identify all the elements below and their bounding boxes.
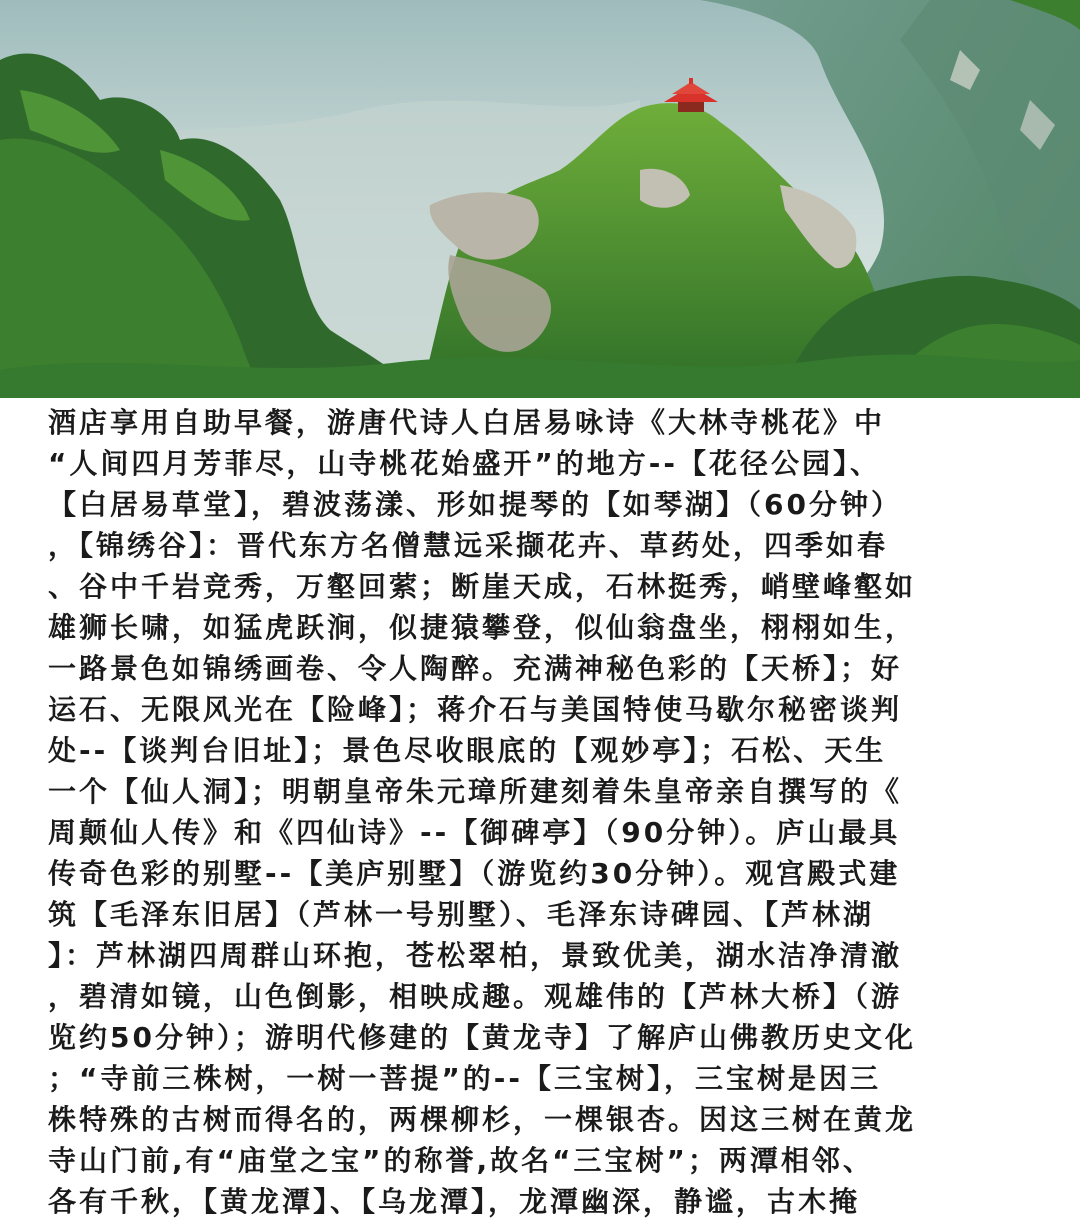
text-line: 传奇色彩的别墅--【美庐别墅】（游览约30分钟）。观宫殿式建	[48, 857, 901, 890]
mountain-photo	[0, 0, 1080, 398]
itinerary-paragraph	[48, 402, 1044, 1222]
text-line: ，碧清如镜，山色倒影，相映成趣。观雄伟的【芦林大桥】（游	[48, 980, 903, 1013]
text-line: “人间四月芳菲尽，山寺桃花始盛开”的地方--【花径公园】、	[48, 447, 882, 480]
text-line: 处--【谈判台旧址】；景色尽收眼底的【观妙亭】；石松、天生	[48, 734, 887, 767]
text-line: 酒店享用自助早餐，游唐代诗人白居易咏诗《大林寺桃花》中	[48, 406, 886, 439]
text-line: 各有千秋，【黄龙潭】、【乌龙潭】，龙潭幽深，静谧，古木掩	[48, 1185, 861, 1218]
mountain-photo-graphic	[0, 0, 1080, 398]
text-line: 】：芦林湖四周群山环抱，苍松翠柏，景致优美，湖水洁净清澈	[48, 939, 903, 972]
text-line: 览约50分钟）；游明代修建的【黄龙寺】了解庐山佛教历史文化	[48, 1021, 916, 1054]
text-line: 一路景色如锦绣画卷、令人陶醉。充满神秘色彩的【天桥】；好	[48, 652, 903, 685]
text-line: 一个【仙人洞】；明朝皇帝朱元璋所建刻着朱皇帝亲自撰写的《	[48, 775, 903, 808]
text-line: 筑【毛泽东旧居】（芦林一号别墅）、毛泽东诗碑园、【芦林湖	[48, 898, 875, 931]
text-line: 、谷中千岩竞秀，万壑回萦；断崖天成，石林挺秀，峭壁峰壑如	[48, 570, 917, 603]
text-line: 周颠仙人传》和《四仙诗》--【御碑亭】（90分钟）。庐山最具	[48, 816, 901, 849]
text-line: 寺山门前,有“庙堂之宝”的称誉,故名“三宝树”；两潭相邻、	[48, 1144, 874, 1177]
text-line: 株特殊的古树而得名的，两棵柳杉，一棵银杏。因这三树在黄龙	[48, 1103, 917, 1136]
text-line: 【白居易草堂】，碧波荡漾、形如提琴的【如琴湖】（60分钟）	[48, 488, 902, 521]
text-line: ；“寺前三株树，一树一菩提”的--【三宝树】，三宝树是因三	[48, 1062, 882, 1095]
text-line: 雄狮长啸，如猛虎跃涧，似捷猿攀登，似仙翁盘坐，栩栩如生，	[48, 611, 917, 644]
text-line: ，【锦绣谷】：晋代东方名僧慧远采撷花卉、草药处，四季如春	[48, 529, 889, 562]
text-line: 运石、无限风光在【险峰】；蒋介石与美国特使马歇尔秘密谈判	[48, 693, 903, 726]
